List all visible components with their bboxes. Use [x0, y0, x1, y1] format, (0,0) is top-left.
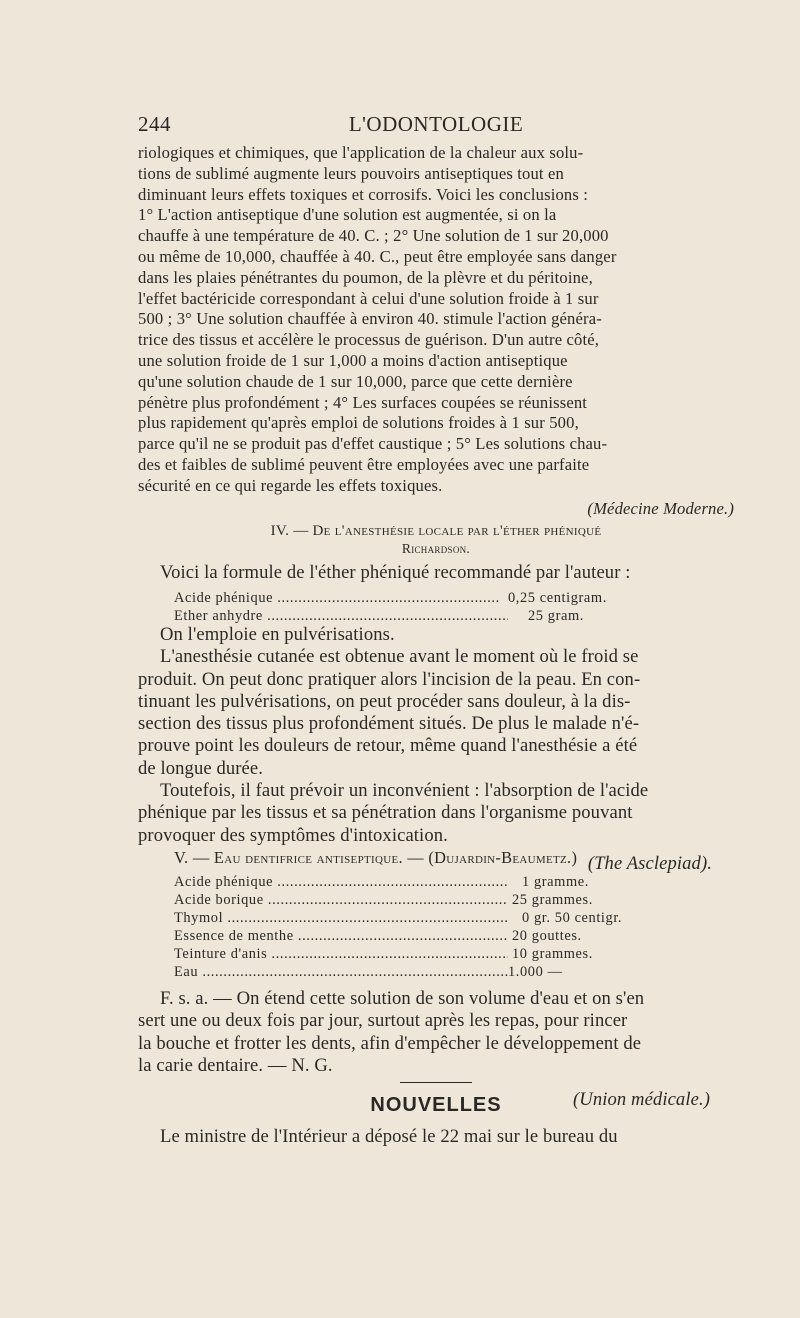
formula-row [174, 892, 668, 910]
text-line: sert une ou deux fois par jour, surtout après les repas, pour rincer [138, 1010, 628, 1032]
nouvelles-text [138, 1126, 734, 1148]
formula-row [174, 964, 668, 982]
ingredient-quantity: 0,25 centigram. [508, 590, 607, 606]
formula-row [174, 608, 668, 626]
paragraph-sublime [138, 143, 734, 519]
text-line: Le ministre de l'Intérieur a déposé le 22 mai sur le bureau du [160, 1126, 618, 1147]
text-line: F. s. a. — On étend cette solution de son volume d'eau et on s'en [160, 988, 645, 1009]
text-line: section des tissus plus profondément situés. De plus le malade n'é- [138, 713, 640, 735]
ingredient-quantity: 20 gouttes. [512, 927, 582, 944]
separator-rule [138, 1082, 734, 1083]
ingredient-quantity: 25 gram. [528, 607, 584, 624]
ingredient-name: Essence de menthe ..... [174, 928, 508, 946]
ingredient-quantity: 1.000 — [508, 963, 563, 980]
horizontal-rule [400, 1082, 472, 1083]
text-line: riologiques et chimiques, que l'application de la chaleur aux solu- [138, 143, 584, 162]
ingredient-quantity: 0 gr. 50 centigr. [522, 909, 623, 926]
source-citation: (Médecine Moderne.) [587, 498, 734, 518]
formula-table-iv [174, 590, 668, 626]
page-number: 244 [138, 112, 171, 136]
text-line: la bouche et frotter les dents, afin d'empêcher le développement de [138, 1032, 642, 1054]
formula-row [174, 590, 668, 608]
section-v-text [138, 988, 734, 1111]
text-line: On l'emploie en pulvérisations. [160, 624, 395, 645]
nouvelles-heading: NOUVELLES [370, 1094, 502, 1116]
section-v [138, 848, 734, 868]
ingredient-name: Acide borique ..... [174, 892, 508, 910]
section-v-title: V. — Eau dentifrice antiseptique. — (Dujardin-Beaumetz.) [174, 848, 578, 867]
text-line: l'effet bactéricide correspondant à celui d'une solution froide à 1 sur [138, 288, 599, 308]
ingredient-name: Acide phénique ..... [174, 874, 508, 892]
text-line: L'anesthésie cutanée est obtenue avant le moment où le froid se [160, 646, 639, 668]
running-title: L'ODONTOLOGIE [348, 112, 524, 136]
formula-intro: Voici la formule de l'éther phéniqué recommandé par l'auteur : [160, 562, 631, 583]
text-line: de longue durée. [138, 757, 263, 779]
source-citation: (The Asclepiad). [587, 852, 712, 874]
text-line: dans les plaies pénétrantes du poumon, de la plèvre et du péritoine, [138, 267, 593, 287]
formula-row [174, 910, 668, 928]
text-line: des et faibles de sublimé peuvent être employées avec une parfaite [138, 454, 590, 474]
text-line: ou même de 10,000, chauffée à 40. C., peut être employée sans danger [138, 246, 617, 266]
text-line: tions de sublimé augmente leurs pouvoirs antiseptiques tout en [138, 163, 564, 183]
text-line: 500 ; 3° Une solution chauffée à environ 40. stimule l'action généra- [138, 309, 602, 329]
source-citation: (Union médicale.) [573, 1089, 710, 1111]
ingredient-name: Acide phénique ..... [174, 590, 500, 608]
text-line: trice des tissus et accélère le processus de guérison. D'un autre côté, [138, 330, 600, 350]
ingredient-name: Eau ..... [174, 964, 508, 982]
text-line: pénètre plus profondément ; 4° Les surfaces coupées se réunissent [138, 392, 588, 412]
section-iv-text [138, 624, 734, 875]
ingredient-name: Thymol ..... [174, 910, 508, 928]
text-line: une solution froide de 1 sur 1,000 a moins d'action antiseptique [138, 350, 568, 370]
text-line: tinuant les pulvérisations, on peut procéder sans douleur, à la dis- [138, 690, 631, 712]
nouvelles-section [138, 1094, 734, 1117]
text-line: Toutefois, il faut prévoir un inconvénient : l'absorption de l'acide [160, 780, 649, 802]
text-line: qu'une solution chaude de 1 sur 10,000, parce que cette dernière [138, 371, 573, 391]
ingredient-quantity: 25 grammes. [512, 891, 593, 908]
text-line: la carie dentaire. — N. G. [138, 1054, 333, 1076]
formula-row [174, 874, 668, 892]
text-line: provoquer des symptômes d'intoxication. [138, 824, 448, 846]
ingredient-name: Teinture d'anis ..... [174, 946, 508, 964]
text-line: sécurité en ce qui regarde les effets toxiques. [138, 475, 443, 495]
section-iv [138, 522, 734, 557]
text-line: 1° L'action antiseptique d'une solution est augmentée, si on la [138, 205, 557, 225]
formula-row [174, 928, 668, 946]
ingredient-quantity: 10 grammes. [512, 945, 593, 962]
formula-table-v [174, 874, 668, 981]
text-line: prouve point les douleurs de retour, même quand l'anesthésie a été [138, 735, 638, 757]
text-line: parce qu'il ne se produit pas d'effet caustique ; 5° Les solutions chau- [138, 434, 608, 454]
text-line: produit. On peut donc pratiquer alors l'incision de la peau. En con- [138, 668, 641, 690]
formula-row [174, 946, 668, 964]
text-line: diminuant leurs effets toxiques et corrosifs. Voici les conclusions : [138, 184, 589, 204]
text-line: plus rapidement qu'après emploi de solutions froides à 1 sur 500, [138, 413, 579, 433]
text-line: phénique par les tissus et sa pénétration dans l'organisme pouvant [138, 802, 633, 824]
section-iv-author: Richardson. [401, 541, 471, 556]
ingredient-quantity: 1 gramme. [522, 874, 589, 890]
text-line: chauffe à une température de 40. C. ; 2° Une solution de 1 sur 20,000 [138, 226, 609, 246]
section-iv-body [138, 562, 734, 584]
section-iv-title: IV. — De l'anesthésie locale par l'éther phéniqué [270, 523, 602, 539]
ingredient-name: Ether anhydre ..... [174, 608, 508, 626]
